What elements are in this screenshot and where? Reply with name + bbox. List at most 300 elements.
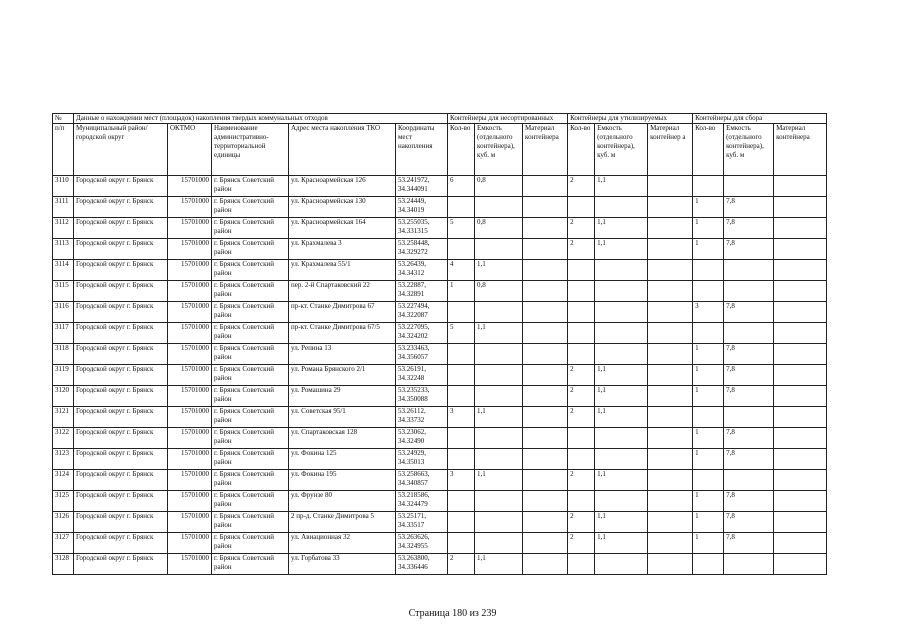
cell-unsorted-qty <box>448 491 475 512</box>
header-group-row <box>53 114 827 124</box>
header-group-unsorted: Контейнеры для несортированных <box>448 114 568 124</box>
table-row <box>53 218 827 239</box>
cell-number: 3123 <box>53 449 74 470</box>
cell-number: 3127 <box>53 533 74 554</box>
cell-recycle-capacity: 1,1 <box>595 365 648 386</box>
cell-territory: г. Брянск Советский район <box>212 302 289 323</box>
cell-recycle-material <box>648 260 693 281</box>
cell-recycle-capacity: 1,1 <box>595 386 648 407</box>
cell-unsorted-qty: 5 <box>448 323 475 344</box>
table-row <box>53 302 827 323</box>
cell-number: 3121 <box>53 407 74 428</box>
col-header: Кол-во <box>693 124 724 176</box>
cell-unsorted-capacity <box>475 302 523 323</box>
cell-address: ул. Горбатова 33 <box>289 554 396 575</box>
col-header: Муниципальный район/городской округ <box>74 124 168 176</box>
cell-oktmo: 15701000 <box>168 281 212 302</box>
cell-unsorted-material <box>523 407 568 428</box>
cell-recycle-qty: 2 <box>568 218 595 239</box>
cell-coordinates: 53.24929, 34.35013 <box>396 449 448 470</box>
cell-oktmo: 15701000 <box>168 302 212 323</box>
table-row <box>53 365 827 386</box>
cell-recycle-qty: 2 <box>568 470 595 491</box>
cell-unsorted-capacity <box>475 344 523 365</box>
cell-unsorted-material <box>523 470 568 491</box>
cell-unsorted-qty <box>448 386 475 407</box>
cell-recycle-material <box>648 239 693 260</box>
cell-municipality: Городской округ г. Брянск <box>74 470 168 491</box>
cell-address: пр-кт. Станке Димитрова 67 <box>289 302 396 323</box>
cell-address: ул. Репина 13 <box>289 344 396 365</box>
cell-number: 3113 <box>53 239 74 260</box>
cell-municipality: Городской округ г. Брянск <box>74 218 168 239</box>
cell-number: 3112 <box>53 218 74 239</box>
col-header: Координаты мест накопления <box>396 124 448 176</box>
cell-oktmo: 15701000 <box>168 386 212 407</box>
cell-recycle-qty <box>568 197 595 218</box>
cell-coordinates: 53.26439, 34.34312 <box>396 260 448 281</box>
cell-oktmo: 15701000 <box>168 176 212 197</box>
cell-municipality: Городской округ г. Брянск <box>74 512 168 533</box>
cell-oktmo: 15701000 <box>168 533 212 554</box>
cell-oktmo: 15701000 <box>168 323 212 344</box>
col-header: Наименование административно-территориальной единицы <box>212 124 289 176</box>
cell-address: ул. Красноармейская 130 <box>289 197 396 218</box>
cell-unsorted-material <box>523 323 568 344</box>
table-row <box>53 470 827 491</box>
cell-number: 3115 <box>53 281 74 302</box>
header-group-main: Данные о нахождении мест (площадок) накопления твердых коммунальных отходов <box>74 114 448 124</box>
cell-unsorted-qty: 3 <box>448 407 475 428</box>
cell-collect-capacity: 7,8 <box>724 218 774 239</box>
cell-address: пр-кт. Станке Димитрова 67/5 <box>289 323 396 344</box>
col-header: п/п <box>53 124 74 176</box>
cell-collect-qty: 1 <box>693 344 724 365</box>
cell-coordinates: 53.258448, 34.329272 <box>396 239 448 260</box>
cell-recycle-material <box>648 323 693 344</box>
cell-municipality: Городской округ г. Брянск <box>74 428 168 449</box>
cell-collect-material <box>774 197 827 218</box>
cell-oktmo: 15701000 <box>168 260 212 281</box>
cell-unsorted-capacity <box>475 365 523 386</box>
col-header: Материал контейнер а <box>648 124 693 176</box>
cell-recycle-qty: 2 <box>568 512 595 533</box>
cell-territory: г. Брянск Советский район <box>212 491 289 512</box>
cell-coordinates: 53.26191, 34.32248 <box>396 365 448 386</box>
cell-unsorted-qty: 2 <box>448 554 475 575</box>
cell-recycle-qty <box>568 302 595 323</box>
cell-coordinates: 53.263800, 34.336446 <box>396 554 448 575</box>
cell-municipality: Городской округ г. Брянск <box>74 386 168 407</box>
cell-collect-qty: 1 <box>693 449 724 470</box>
cell-collect-qty <box>693 260 724 281</box>
cell-collect-qty <box>693 407 724 428</box>
cell-unsorted-capacity: 1,1 <box>475 470 523 491</box>
cell-territory: г. Брянск Советский район <box>212 428 289 449</box>
cell-recycle-material <box>648 554 693 575</box>
cell-recycle-qty: 2 <box>568 386 595 407</box>
cell-address: ул. Спартаковская 128 <box>289 428 396 449</box>
cell-number: 3125 <box>53 491 74 512</box>
cell-collect-material <box>774 512 827 533</box>
cell-recycle-capacity: 1,1 <box>595 239 648 260</box>
cell-unsorted-qty <box>448 197 475 218</box>
cell-recycle-qty <box>568 428 595 449</box>
cell-unsorted-capacity: 0,8 <box>475 176 523 197</box>
cell-recycle-material <box>648 533 693 554</box>
cell-territory: г. Брянск Советский район <box>212 386 289 407</box>
cell-territory: г. Брянск Советский район <box>212 344 289 365</box>
cell-address: ул. Красноармейская 164 <box>289 218 396 239</box>
cell-collect-qty: 1 <box>693 365 724 386</box>
cell-collect-capacity <box>724 260 774 281</box>
cell-collect-material <box>774 428 827 449</box>
cell-recycle-qty <box>568 323 595 344</box>
cell-collect-capacity: 7,8 <box>724 449 774 470</box>
cell-unsorted-material <box>523 365 568 386</box>
cell-unsorted-material <box>523 344 568 365</box>
table-row <box>53 239 827 260</box>
cell-recycle-material <box>648 470 693 491</box>
cell-unsorted-capacity <box>475 512 523 533</box>
cell-unsorted-capacity: 0,8 <box>475 281 523 302</box>
cell-number: 3114 <box>53 260 74 281</box>
cell-recycle-material <box>648 449 693 470</box>
cell-unsorted-qty <box>448 365 475 386</box>
cell-collect-qty: 1 <box>693 428 724 449</box>
cell-number: 3117 <box>53 323 74 344</box>
cell-collect-capacity: 7,8 <box>724 491 774 512</box>
cell-recycle-capacity <box>595 260 648 281</box>
cell-collect-capacity: 7,8 <box>724 239 774 260</box>
cell-oktmo: 15701000 <box>168 218 212 239</box>
cell-recycle-qty <box>568 281 595 302</box>
cell-recycle-qty <box>568 260 595 281</box>
header-group-recycle: Контейнеры для утилизируемых <box>568 114 693 124</box>
cell-recycle-material <box>648 281 693 302</box>
cell-unsorted-material <box>523 176 568 197</box>
cell-unsorted-capacity: 1,1 <box>475 554 523 575</box>
cell-unsorted-capacity <box>475 533 523 554</box>
cell-municipality: Городской округ г. Брянск <box>74 365 168 386</box>
cell-oktmo: 15701000 <box>168 449 212 470</box>
col-header: Адрес места накопления ТКО <box>289 124 396 176</box>
cell-municipality: Городской округ г. Брянск <box>74 554 168 575</box>
cell-coordinates: 53.24449, 34.34019 <box>396 197 448 218</box>
cell-collect-capacity <box>724 176 774 197</box>
table-row <box>53 323 827 344</box>
cell-collect-material <box>774 491 827 512</box>
cell-recycle-material <box>648 197 693 218</box>
cell-territory: г. Брянск Советский район <box>212 197 289 218</box>
table-row <box>53 344 827 365</box>
cell-address: ул. Фокина 195 <box>289 470 396 491</box>
cell-municipality: Городской округ г. Брянск <box>74 239 168 260</box>
cell-unsorted-capacity <box>475 197 523 218</box>
cell-territory: г. Брянск Советский район <box>212 512 289 533</box>
cell-collect-material <box>774 533 827 554</box>
cell-territory: г. Брянск Советский район <box>212 281 289 302</box>
cell-coordinates: 53.241972, 34.344091 <box>396 176 448 197</box>
cell-unsorted-capacity <box>475 239 523 260</box>
cell-collect-qty: 1 <box>693 239 724 260</box>
table-row <box>53 428 827 449</box>
cell-coordinates: 53.23062, 34.32490 <box>396 428 448 449</box>
cell-recycle-material <box>648 386 693 407</box>
col-header: Емкость (отдельного контейнера), куб. м <box>595 124 648 176</box>
cell-unsorted-qty <box>448 533 475 554</box>
cell-recycle-material <box>648 428 693 449</box>
cell-recycle-qty: 2 <box>568 407 595 428</box>
cell-unsorted-material <box>523 239 568 260</box>
cell-coordinates: 53.233463, 34.356057 <box>396 344 448 365</box>
cell-municipality: Городской округ г. Брянск <box>74 449 168 470</box>
col-header: Кол-во <box>568 124 595 176</box>
cell-unsorted-material <box>523 218 568 239</box>
cell-collect-qty: 1 <box>693 218 724 239</box>
cell-recycle-capacity: 1,1 <box>595 512 648 533</box>
cell-recycle-qty <box>568 449 595 470</box>
cell-unsorted-qty: 4 <box>448 260 475 281</box>
cell-unsorted-material <box>523 428 568 449</box>
cell-address: ул. Романа Брянского 2/1 <box>289 365 396 386</box>
cell-unsorted-qty <box>448 449 475 470</box>
cell-municipality: Городской округ г. Брянск <box>74 281 168 302</box>
cell-unsorted-qty <box>448 302 475 323</box>
cell-address: ул. Фрунзе 80 <box>289 491 396 512</box>
cell-collect-capacity: 7,8 <box>724 197 774 218</box>
cell-oktmo: 15701000 <box>168 512 212 533</box>
col-header: Кол-во <box>448 124 475 176</box>
cell-unsorted-material <box>523 302 568 323</box>
cell-unsorted-capacity <box>475 491 523 512</box>
cell-oktmo: 15701000 <box>168 554 212 575</box>
cell-unsorted-qty <box>448 239 475 260</box>
cell-collect-material <box>774 239 827 260</box>
cell-address: пер. 2-й Спартаковский 22 <box>289 281 396 302</box>
cell-collect-qty: 1 <box>693 491 724 512</box>
cell-recycle-qty <box>568 344 595 365</box>
cell-collect-qty: 1 <box>693 386 724 407</box>
cell-coordinates: 53.255035, 34.331315 <box>396 218 448 239</box>
col-header: ОКТМО <box>168 124 212 176</box>
cell-recycle-material <box>648 365 693 386</box>
cell-number: 3118 <box>53 344 74 365</box>
cell-territory: г. Брянск Советский район <box>212 554 289 575</box>
cell-recycle-capacity: 1,1 <box>595 407 648 428</box>
container-sites-table <box>52 113 827 575</box>
table-row <box>53 281 827 302</box>
table-row <box>53 197 827 218</box>
cell-collect-material <box>774 344 827 365</box>
cell-unsorted-material <box>523 554 568 575</box>
cell-recycle-capacity: 1,1 <box>595 533 648 554</box>
cell-unsorted-capacity: 1,1 <box>475 260 523 281</box>
cell-collect-qty: 3 <box>693 302 724 323</box>
cell-unsorted-material <box>523 491 568 512</box>
cell-collect-qty <box>693 470 724 491</box>
cell-recycle-capacity <box>595 554 648 575</box>
cell-municipality: Городской округ г. Брянск <box>74 323 168 344</box>
cell-collect-qty: 1 <box>693 512 724 533</box>
cell-municipality: Городской округ г. Брянск <box>74 407 168 428</box>
cell-coordinates: 53.258663, 34.340857 <box>396 470 448 491</box>
cell-address: ул. Ромашина 29 <box>289 386 396 407</box>
table-row <box>53 260 827 281</box>
col-header: Емкость (отдельного контейнера), куб. м <box>475 124 523 176</box>
cell-territory: г. Брянск Советский район <box>212 407 289 428</box>
cell-recycle-material <box>648 218 693 239</box>
cell-recycle-capacity <box>595 197 648 218</box>
cell-collect-capacity <box>724 470 774 491</box>
cell-coordinates: 53.263626, 34.324955 <box>396 533 448 554</box>
cell-recycle-capacity: 1,1 <box>595 176 648 197</box>
cell-oktmo: 15701000 <box>168 428 212 449</box>
cell-unsorted-qty <box>448 512 475 533</box>
cell-address: ул. Фокина 125 <box>289 449 396 470</box>
cell-collect-material <box>774 218 827 239</box>
cell-recycle-capacity: 1,1 <box>595 470 648 491</box>
header-group-collect: Контейнеры для сбора <box>693 114 827 124</box>
cell-oktmo: 15701000 <box>168 197 212 218</box>
cell-recycle-material <box>648 512 693 533</box>
cell-municipality: Городской округ г. Брянск <box>74 344 168 365</box>
cell-unsorted-material <box>523 512 568 533</box>
cell-recycle-capacity <box>595 281 648 302</box>
cell-unsorted-qty: 5 <box>448 218 475 239</box>
cell-number: 3111 <box>53 197 74 218</box>
cell-collect-capacity <box>724 407 774 428</box>
cell-unsorted-qty: 1 <box>448 281 475 302</box>
cell-unsorted-material <box>523 386 568 407</box>
cell-address: ул. Крахмалева 3 <box>289 239 396 260</box>
cell-collect-material <box>774 554 827 575</box>
cell-unsorted-material <box>523 260 568 281</box>
cell-collect-material <box>774 260 827 281</box>
cell-unsorted-capacity <box>475 449 523 470</box>
cell-coordinates: 53.26112, 34.33732 <box>396 407 448 428</box>
cell-municipality: Городской округ г. Брянск <box>74 176 168 197</box>
cell-territory: г. Брянск Советский район <box>212 176 289 197</box>
cell-territory: г. Брянск Советский район <box>212 323 289 344</box>
cell-collect-qty <box>693 554 724 575</box>
cell-recycle-capacity <box>595 323 648 344</box>
cell-collect-capacity: 7,8 <box>724 512 774 533</box>
table-row <box>53 386 827 407</box>
cell-oktmo: 15701000 <box>168 491 212 512</box>
cell-collect-qty <box>693 176 724 197</box>
cell-territory: г. Брянск Советский район <box>212 260 289 281</box>
cell-collect-capacity <box>724 281 774 302</box>
cell-unsorted-material <box>523 281 568 302</box>
cell-territory: г. Брянск Советский район <box>212 470 289 491</box>
cell-address: ул. Красноармейская 126 <box>289 176 396 197</box>
cell-recycle-capacity: 1,1 <box>595 218 648 239</box>
cell-collect-material <box>774 449 827 470</box>
table-row <box>53 176 827 197</box>
cell-coordinates: 53.25171, 34.33517 <box>396 512 448 533</box>
cell-unsorted-material <box>523 533 568 554</box>
cell-address: ул. Советская 95/1 <box>289 407 396 428</box>
cell-collect-capacity <box>724 554 774 575</box>
col-header: Материал контейнера <box>523 124 568 176</box>
table-row <box>53 512 827 533</box>
cell-unsorted-qty: 3 <box>448 470 475 491</box>
cell-recycle-material <box>648 491 693 512</box>
cell-number: 3124 <box>53 470 74 491</box>
cell-number: 3110 <box>53 176 74 197</box>
cell-coordinates: 53.227494, 34.322087 <box>396 302 448 323</box>
cell-collect-material <box>774 281 827 302</box>
cell-unsorted-qty <box>448 344 475 365</box>
cell-municipality: Городской округ г. Брянск <box>74 302 168 323</box>
cell-collect-capacity: 7,8 <box>724 533 774 554</box>
cell-territory: г. Брянск Советский район <box>212 449 289 470</box>
cell-address: ул. Крахмалева 55/1 <box>289 260 396 281</box>
cell-collect-qty <box>693 323 724 344</box>
cell-number: 3119 <box>53 365 74 386</box>
cell-collect-capacity: 7,8 <box>724 302 774 323</box>
cell-collect-capacity: 7,8 <box>724 386 774 407</box>
cell-recycle-material <box>648 344 693 365</box>
cell-oktmo: 15701000 <box>168 470 212 491</box>
cell-unsorted-capacity: 0,8 <box>475 218 523 239</box>
cell-coordinates: 53.218586, 34.324479 <box>396 491 448 512</box>
cell-number: 3116 <box>53 302 74 323</box>
cell-number: 3120 <box>53 386 74 407</box>
cell-recycle-qty <box>568 491 595 512</box>
cell-collect-material <box>774 365 827 386</box>
cell-territory: г. Брянск Советский район <box>212 239 289 260</box>
cell-address: 2 пр-д. Станке Димитрова 5 <box>289 512 396 533</box>
cell-unsorted-material <box>523 449 568 470</box>
cell-collect-qty: 1 <box>693 197 724 218</box>
cell-collect-qty <box>693 281 724 302</box>
col-header: Материал контейнера <box>774 124 827 176</box>
cell-coordinates: 53.235233, 34.350088 <box>396 386 448 407</box>
cell-number: 3126 <box>53 512 74 533</box>
cell-territory: г. Брянск Советский район <box>212 218 289 239</box>
cell-municipality: Городской округ г. Брянск <box>74 197 168 218</box>
cell-recycle-material <box>648 302 693 323</box>
cell-territory: г. Брянск Советский район <box>212 365 289 386</box>
cell-municipality: Городской округ г. Брянск <box>74 260 168 281</box>
cell-collect-qty: 1 <box>693 533 724 554</box>
cell-unsorted-capacity: 1,1 <box>475 323 523 344</box>
cell-unsorted-material <box>523 197 568 218</box>
cell-unsorted-capacity <box>475 386 523 407</box>
page-number: Страница 180 из 239 <box>408 608 497 619</box>
table-row <box>53 449 827 470</box>
cell-collect-capacity <box>724 323 774 344</box>
cell-unsorted-capacity <box>475 428 523 449</box>
header-num: № <box>53 114 74 124</box>
cell-collect-material <box>774 323 827 344</box>
cell-recycle-capacity <box>595 449 648 470</box>
cell-recycle-material <box>648 407 693 428</box>
cell-recycle-capacity <box>595 302 648 323</box>
cell-collect-capacity: 7,8 <box>724 344 774 365</box>
cell-collect-capacity: 7,8 <box>724 365 774 386</box>
table-row <box>53 554 827 575</box>
cell-coordinates: 53.227095, 34.324202 <box>396 323 448 344</box>
table-row <box>53 407 827 428</box>
cell-territory: г. Брянск Советский район <box>212 533 289 554</box>
cell-unsorted-qty <box>448 428 475 449</box>
cell-recycle-qty: 2 <box>568 365 595 386</box>
cell-oktmo: 15701000 <box>168 407 212 428</box>
header-columns-row <box>53 124 827 176</box>
